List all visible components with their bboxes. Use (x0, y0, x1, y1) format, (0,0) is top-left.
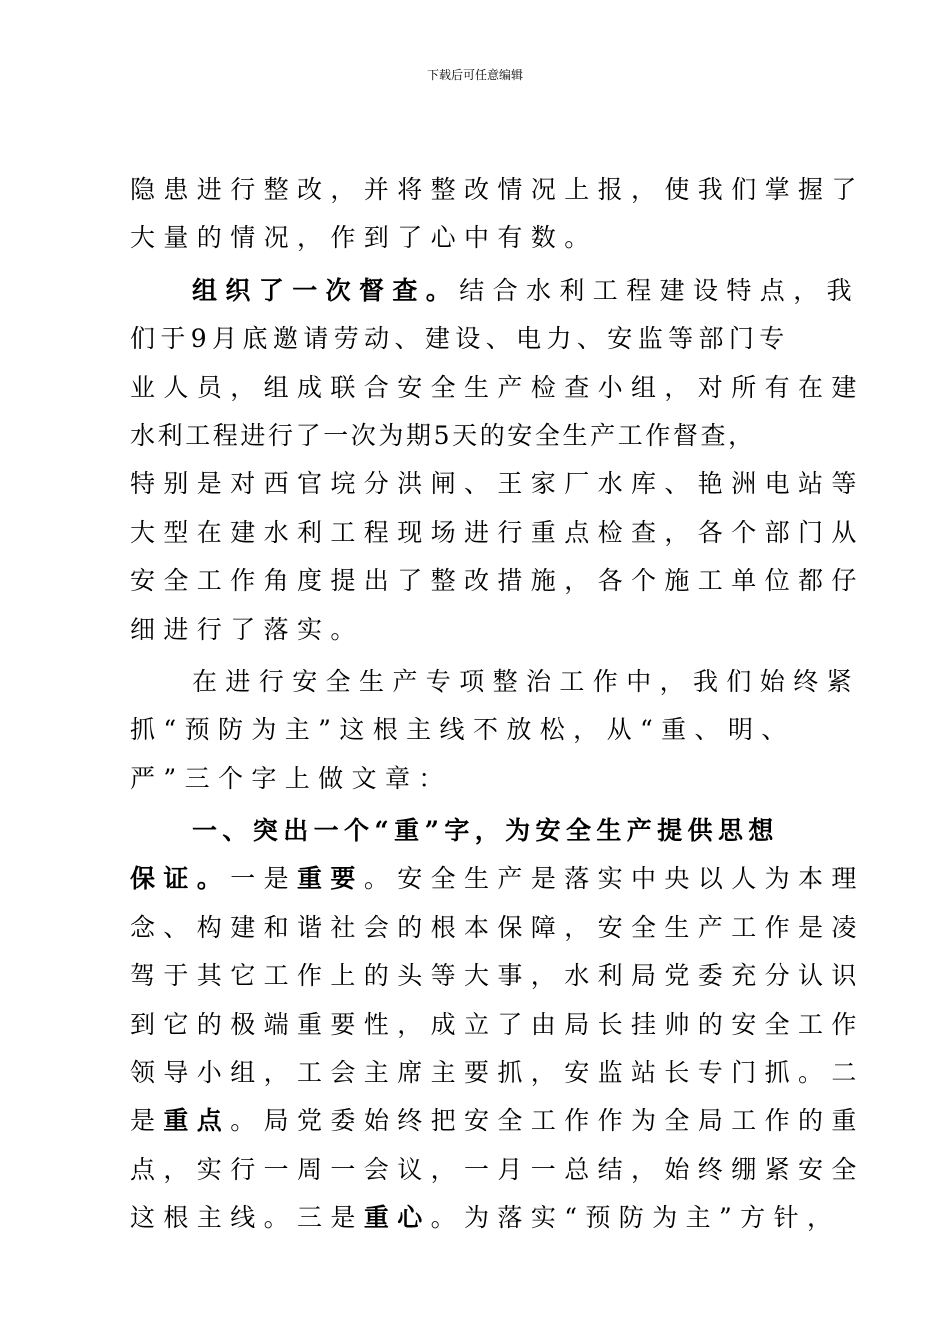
text-line (130, 315, 825, 363)
text-run: 严”三个字上做文章： (130, 763, 452, 793)
text-run: 安全工作角度提出了整改措施，各个施工单位都仔 (130, 566, 865, 596)
text-run: 。为落实“预防为主”方针， (430, 1203, 841, 1233)
text-line (130, 755, 825, 803)
paragraph-start-line (130, 267, 861, 315)
text-run: 隐患进行整改，并将整改情况上报，使我们掌握了 (130, 175, 865, 204)
text-line (130, 557, 865, 605)
text-line (130, 952, 865, 1000)
text-line (130, 1146, 865, 1194)
text-run: 。局党委始终把安全工作作为全局工作的重 (230, 1106, 865, 1136)
text-line (130, 1049, 865, 1097)
text-run: 这根主线。三是 (130, 1203, 364, 1233)
text-run: 大量的情况，作到了心中有数。 (130, 223, 598, 253)
text-line (130, 364, 865, 412)
text-run: 领导小组，工会主席主要抓，安监站长专门抓。二 (130, 1058, 865, 1088)
bold-text-run: 保证。 (130, 864, 231, 894)
text-line (130, 166, 865, 214)
text-run: 结合水利工程建设特点，我 (459, 275, 861, 305)
document-body (130, 166, 865, 1243)
text-line (130, 214, 825, 262)
bold-text-run: 重心 (363, 1203, 431, 1233)
section-heading-line (130, 807, 825, 855)
text-run: 驾于其它工作上的头等大事，水利局党委充分认识 (130, 961, 865, 991)
bold-text-run: 重点 (163, 1106, 231, 1136)
text-line (130, 1001, 865, 1049)
text-run: 一是 (230, 864, 298, 894)
text-run: 到它的极端重要性，成立了由局长挂帅的安全工作 (130, 1009, 865, 1039)
text-run: 抓“预防为主”这根主线不放松，从“重、明、 (130, 715, 795, 745)
text-line (130, 412, 825, 460)
text-line (130, 460, 865, 508)
text-run: 业人员，组成联合安全生产检查小组，对所有在建 (130, 372, 865, 402)
bold-text-run: 一、突出一个“重”字，为安全生产提供思想 (192, 816, 779, 846)
text-run: 点，实行一周一会议，一月一总结，始终绷紧安全 (130, 1154, 865, 1184)
text-line (130, 855, 865, 903)
bold-text-run: 组织了一次督查。 (192, 275, 460, 305)
text-line (130, 509, 865, 557)
bold-text-run: 重要 (297, 864, 364, 894)
page-header: 下载后可任意编辑 (426, 68, 523, 82)
text-line (130, 606, 825, 654)
text-line (130, 706, 825, 754)
text-run: 们于9月底邀请劳动、建设、电力、安监等部门专 (130, 324, 790, 354)
text-run: 念、构建和谐社会的根本保障，安全生产工作是凌 (130, 912, 865, 942)
text-run: 在进行安全生产专项整治工作中，我们始终紧 (192, 666, 861, 696)
text-run: 特别是对西官垸分洪闸、王家厂水库、艳洲电站等 (130, 469, 865, 499)
text-run: 细进行了落实。 (130, 614, 364, 644)
text-run: 大型在建水利工程现场进行重点检查，各个部门从 (130, 517, 865, 547)
text-line (130, 904, 865, 952)
text-line (130, 1194, 841, 1242)
text-line (130, 1097, 865, 1145)
paragraph-start-line (130, 658, 861, 706)
text-run: 水利工程进行了一次为期5天的安全生产工作督查， (130, 420, 756, 450)
text-run: 。安全生产是落实中央以人为本理 (363, 864, 865, 894)
text-run: 是 (130, 1106, 164, 1136)
